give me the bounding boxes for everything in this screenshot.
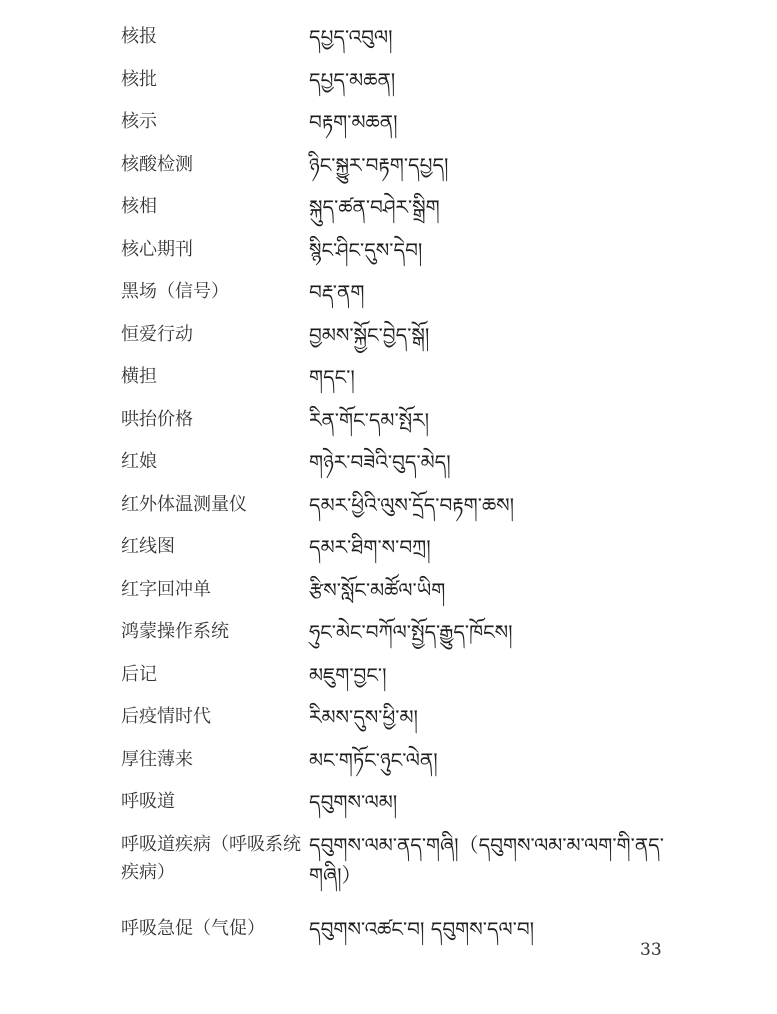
chinese-term: 核相 <box>121 196 157 217</box>
chinese-term: 红线图 <box>121 536 175 557</box>
chinese-term: 核示 <box>121 111 157 132</box>
chinese-term: 恒爱行动 <box>121 323 193 345</box>
chinese-term: 呼吸道 <box>121 791 175 812</box>
entry-row <box>121 575 681 618</box>
chinese-term: 红外体温测量仪 <box>121 493 247 515</box>
tibetan-translation: བརྡ་ནག <box>309 280 365 304</box>
chinese-term: 呼吸急促（气促） <box>121 917 265 939</box>
tibetan-translation: དམར་ཐིག་ས་བཀྲ། <box>309 535 431 559</box>
tibetan-translation: དབུགས་ལམ། <box>309 790 398 814</box>
entry-row <box>121 107 681 150</box>
chinese-term: 横担 <box>121 366 157 387</box>
entry-list <box>121 22 681 956</box>
entry-row <box>121 235 681 278</box>
entry-row <box>121 22 681 65</box>
entry-row <box>121 447 681 490</box>
tibetan-translation: དབུགས་འཚང་བ། དབུགས་དལ་བ། <box>309 916 535 941</box>
entry-row <box>121 320 681 363</box>
tibetan-translation: རྩིས་སློང་མཚོལ་ཡིག <box>309 577 446 602</box>
tibetan-translation: བརྟག་མཆན། <box>309 110 398 134</box>
chinese-term: 红字回冲单 <box>121 578 211 600</box>
tibetan-translation: བྱམས་སྐྱོང་བྱེད་སྒོ། <box>309 322 430 347</box>
page-number: 33 <box>640 940 662 960</box>
entry-row <box>121 532 681 575</box>
entry-row <box>121 150 681 193</box>
entry-row <box>121 830 681 914</box>
tibetan-translation: དམར་ཕྱིའི་ལུས་དྲོད་བརྟག་ཆས། <box>309 492 515 517</box>
chinese-term: 红娘 <box>121 451 157 472</box>
chinese-term: 哄抬价格 <box>121 408 193 430</box>
entry-row <box>121 660 681 703</box>
entry-row <box>121 490 681 533</box>
entry-row <box>121 702 681 745</box>
tibetan-translation: ཉིང་སྐྱུར་བརྟག་དཔྱད། <box>309 152 449 177</box>
entry-row <box>121 192 681 235</box>
tibetan-translation: རིམས་དུས་ཕྱི་མ། <box>309 705 418 729</box>
entry-row <box>121 617 681 660</box>
tibetan-translation: དབུགས་ལམ་ནད་གཞི།（དབུགས་ལམ་མ་ལག་གི་ནད་གཞི།） <box>309 832 664 887</box>
entry-row <box>121 914 681 957</box>
tibetan-translation: དཔྱད་འབུལ། <box>309 25 393 49</box>
chinese-term: 核酸检测 <box>121 153 193 175</box>
chinese-term: 呼吸道疾病（呼吸系统疾病） <box>121 833 301 883</box>
chinese-term: 核心期刊 <box>121 238 193 260</box>
entry-row <box>121 362 681 405</box>
entry-row <box>121 787 681 830</box>
chinese-term: 核报 <box>121 26 157 47</box>
tibetan-translation: མཇུག་བྱང་། <box>309 662 387 687</box>
tibetan-translation: གཉེར་བཟེའི་བུད་མེད། <box>309 450 451 474</box>
entry-row <box>121 277 681 320</box>
tibetan-translation: སྙིང་ཤིང་དུས་དེབ། <box>309 237 423 262</box>
tibetan-translation: སྐུད་ཚན་བཤེར་སྒྲིག <box>309 195 440 219</box>
entry-row <box>121 405 681 448</box>
chinese-term: 后疫情时代 <box>121 706 211 727</box>
tibetan-translation: གདང་། <box>309 365 355 389</box>
tibetan-translation: ཧུང་མེང་བཀོལ་སྤྱོད་རྒྱུད་ཁོངས། <box>309 620 513 644</box>
chinese-term: 厚往薄来 <box>121 748 193 770</box>
entry-row <box>121 65 681 108</box>
tibetan-translation: མང་གཏོང་ཉུང་ལེན། <box>309 747 438 772</box>
entry-row <box>121 745 681 788</box>
chinese-term: 核批 <box>121 68 157 90</box>
tibetan-translation: དཔྱད་མཆན། <box>309 67 396 92</box>
chinese-term: 后记 <box>121 663 157 685</box>
tibetan-translation: རིན་གོང་དམ་སྤོར། <box>309 407 430 432</box>
chinese-term: 黑场（信号） <box>121 281 229 302</box>
chinese-term: 鸿蒙操作系统 <box>121 621 229 642</box>
